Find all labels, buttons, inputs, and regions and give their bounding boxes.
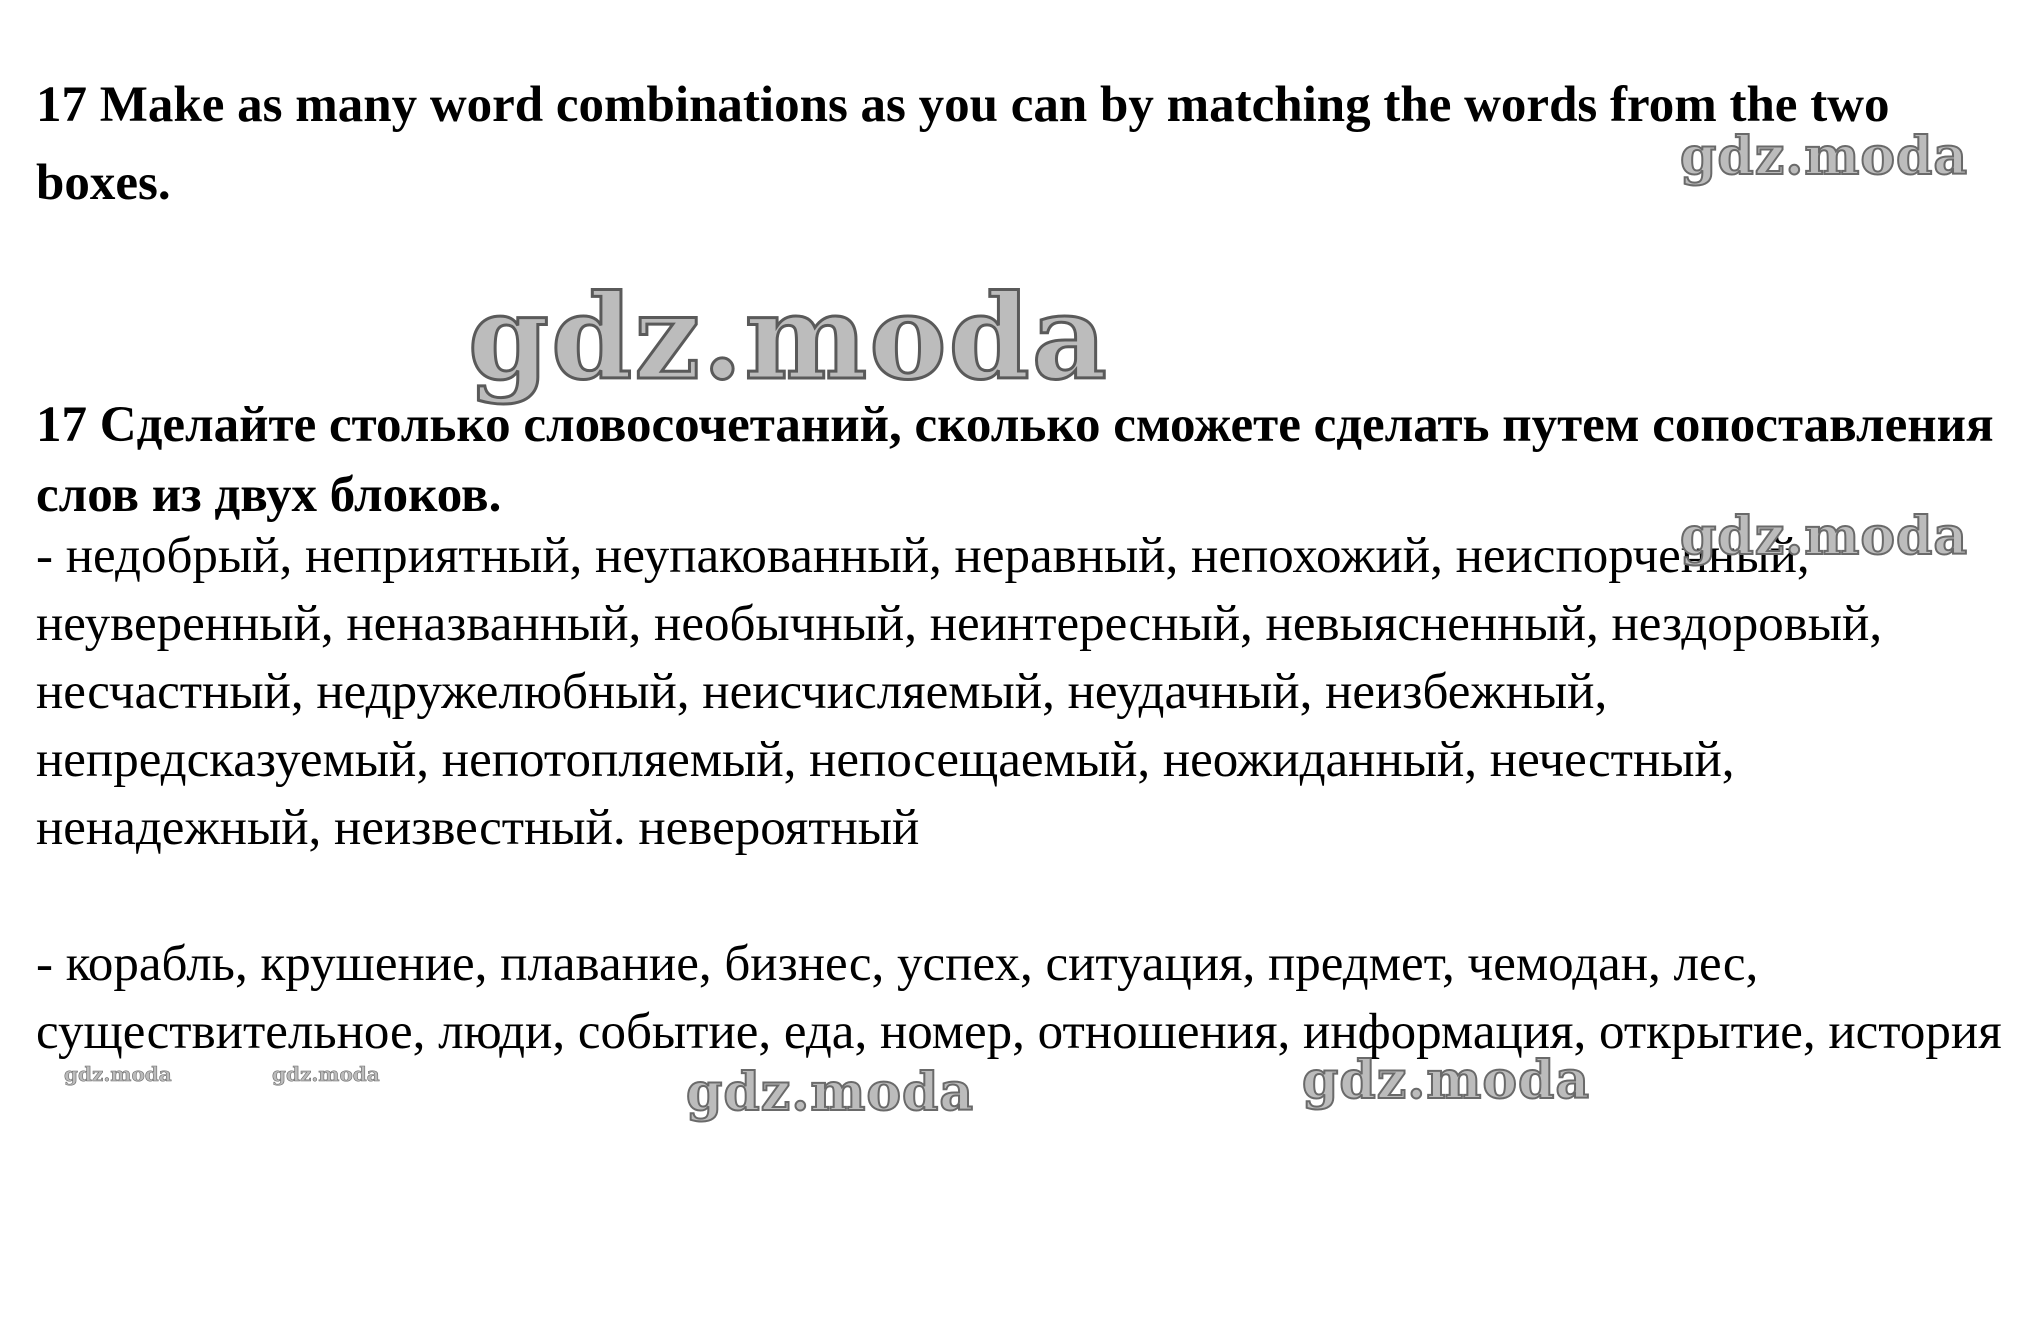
exercise-heading-english: 17 Make as many word combinations as you can by matching the words from the two boxes. (36, 77, 1890, 211)
nouns-list: - корабль, крушение, плавание, бизнес, успех, ситуация, предмет, чемодан, лес, существительное, люди, событие, еда, номер, отношения, информация, открытие, история (36, 936, 2002, 1060)
watermark-bottom-center: gdz.moda (686, 1062, 975, 1123)
watermark-tiny-1: gdz.moda (64, 1062, 172, 1086)
adjectives-list: - недобрый, неприятный, неупакованный, неравный, непохожий, неиспорченный, неуверенный, неназванный, необычный, неинтересный, невыясненный, нездоровый, несчастный, недружелюбный, неисчисляемый, неудачный, неизбежный, непредсказуемый, непотопляемый, непосещаемый, неожиданный, нечестный, ненадежный, неизвестный. невероятный (36, 528, 1883, 856)
exercise-heading-russian: 17 Сделайте столько словосочетаний, сколько сможете сделать путем сопоставления слов из двух блоков. (36, 397, 1994, 523)
watermark-large: gdz.moda (468, 270, 1109, 406)
watermark-tiny-2: gdz.moda (272, 1062, 380, 1086)
watermark-middle-right: gdz.moda (1680, 506, 1969, 567)
watermark-bottom-right: gdz.moda (1302, 1050, 1591, 1111)
watermark-top-right: gdz.moda (1680, 126, 1969, 187)
